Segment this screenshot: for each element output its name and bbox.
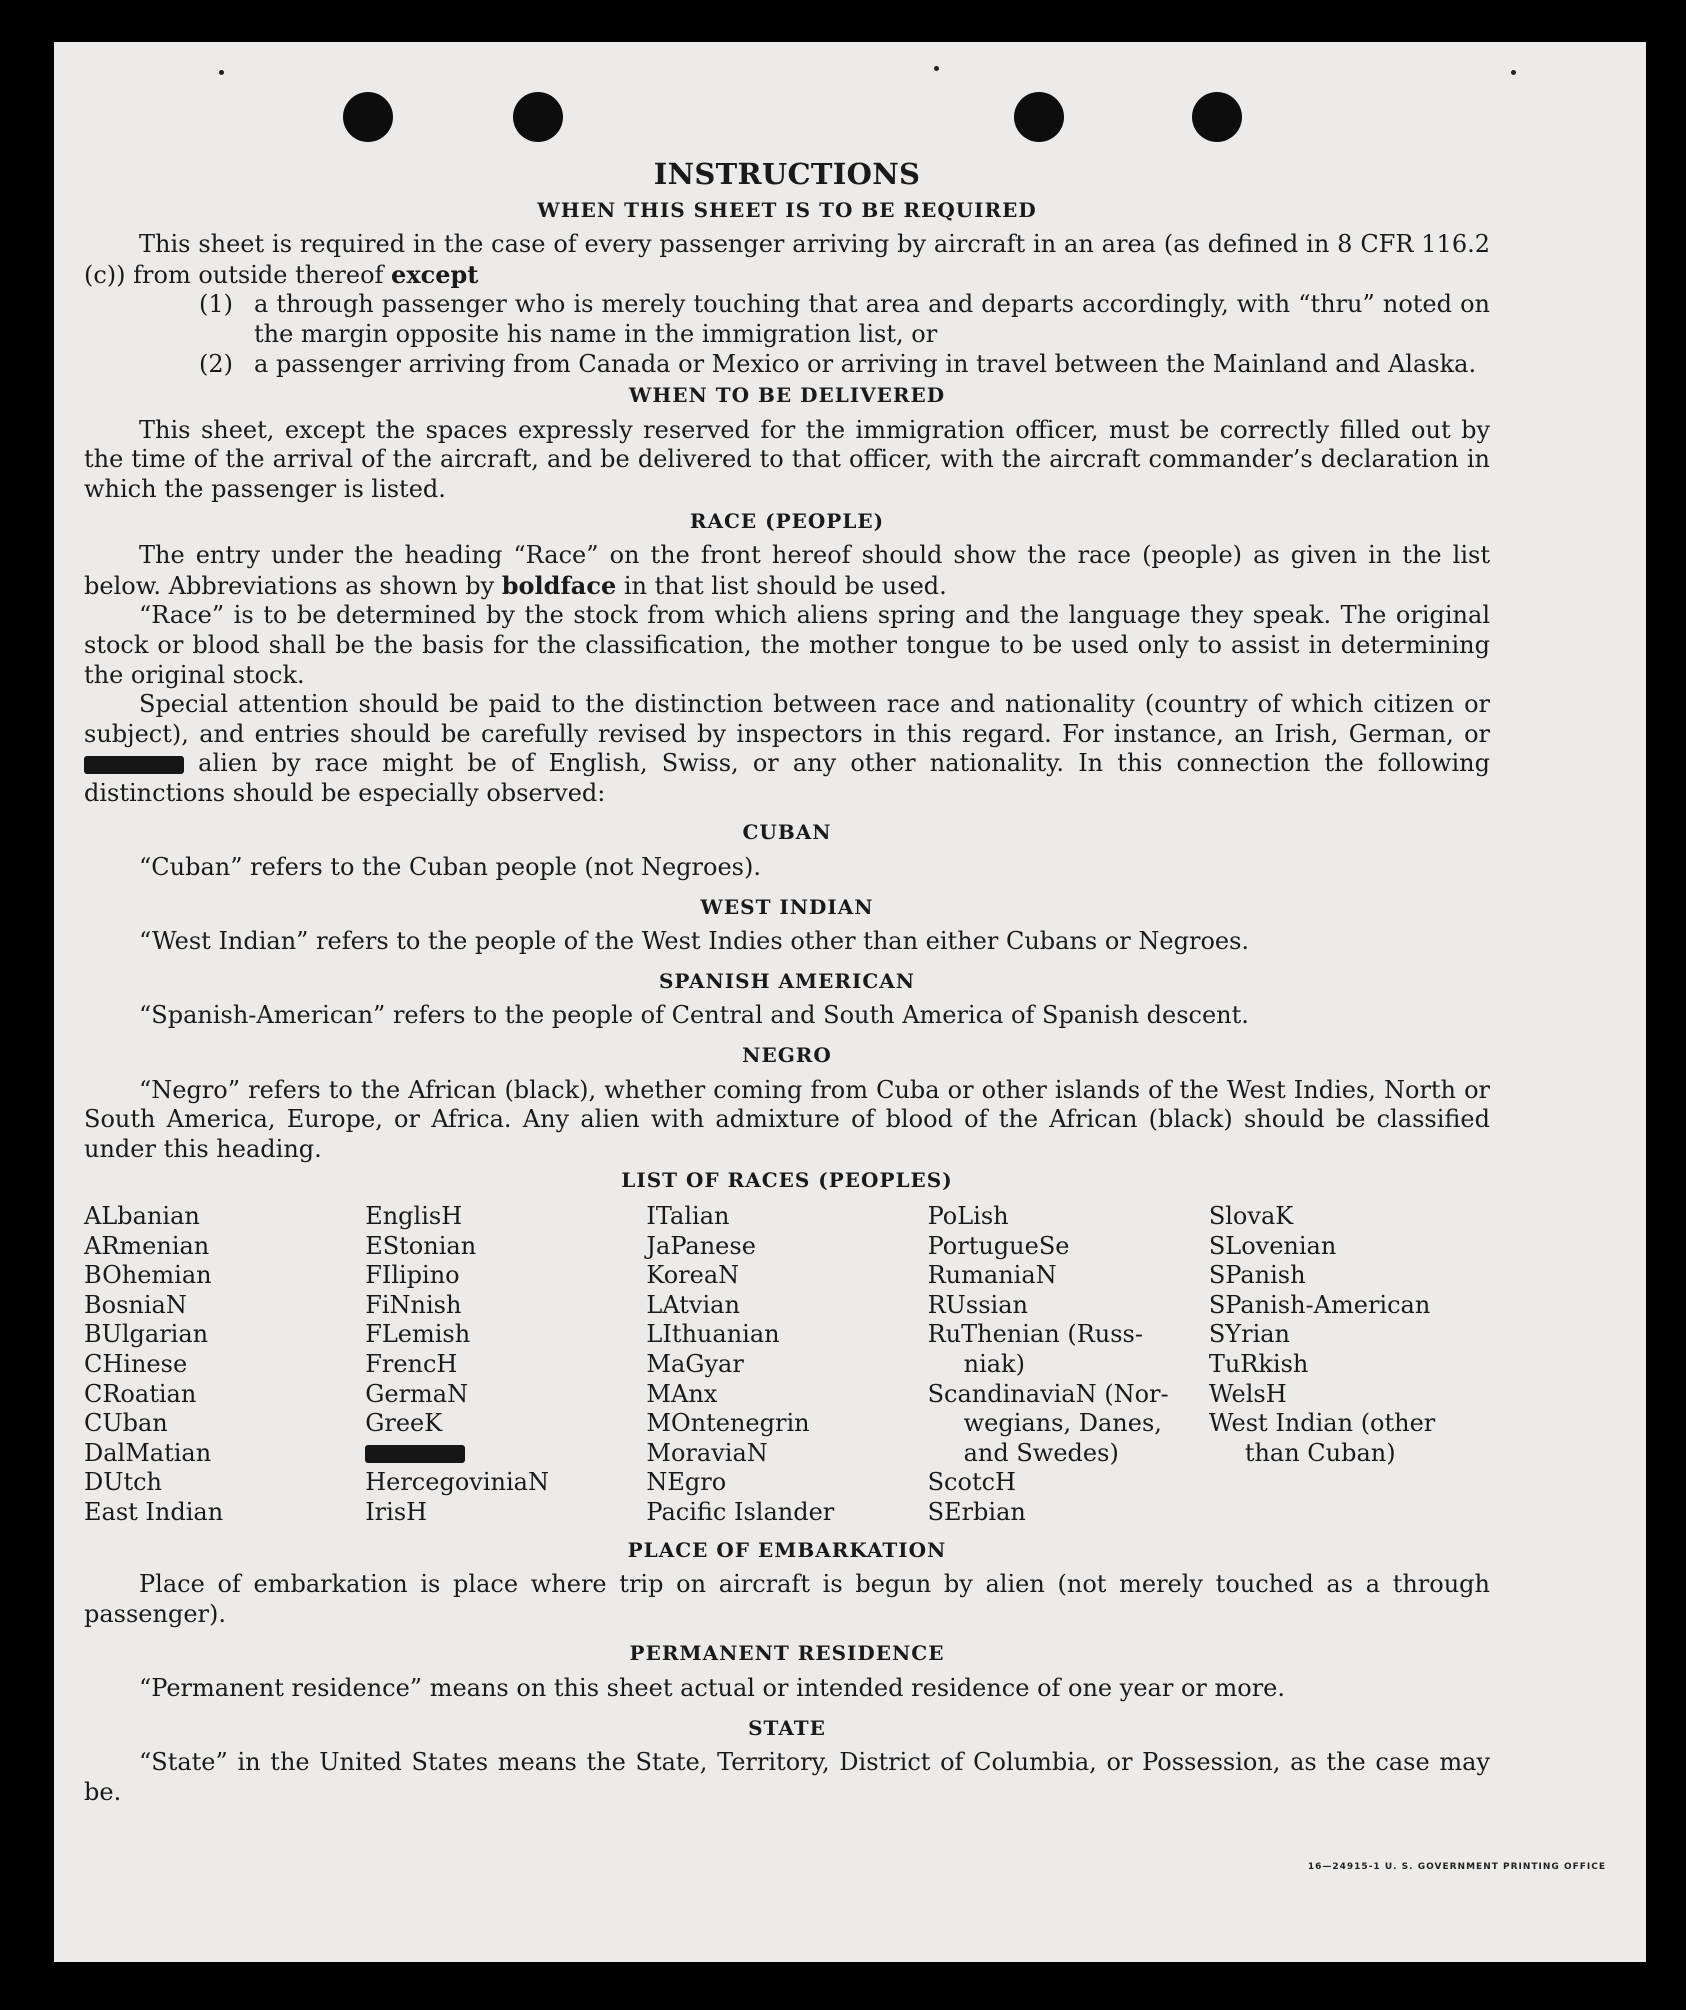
races-column-3 <box>646 1202 927 1528</box>
required-item-1: (1) a through passenger who is merely touching that area and departs accordingly, with “thru” noted on the margin opposite his name in the immigration list, or <box>199 290 1490 348</box>
races-column-2 <box>365 1202 646 1528</box>
race-item: West Indian (other <box>1208 1409 1436 1438</box>
residence-text: “Permanent residence” means on this sheet actual or intended residence of one year or more. <box>139 1673 1285 1702</box>
race-item: FIlipino <box>365 1261 460 1290</box>
race-item: LIthuanian <box>646 1320 780 1349</box>
race-item: GreeK <box>365 1409 443 1438</box>
race-item: DUtch <box>84 1468 163 1497</box>
race-item: FiNnish <box>365 1290 462 1319</box>
punch-hole <box>343 92 393 142</box>
race-item: FLemish <box>365 1320 471 1349</box>
speck <box>219 70 224 75</box>
race-item: IrisH <box>365 1497 428 1526</box>
race-item: SLovenian <box>1208 1231 1337 1260</box>
race-item: ScotcH <box>927 1468 1016 1497</box>
race-paragraph-3: Special attention should be paid to the distinction between race and nationality (country of which citizen or subject), and entries should be carefully revised by inspectors in this regard. For instance, an Irish, German, or alien by race might be of English, Swiss, or any other nationality. In this connection the following distinctions should be especially observed: <box>84 690 1490 807</box>
races-column-5 <box>1209 1202 1490 1528</box>
required-intro: This sheet is required in the case of every passenger arriving by aircraft in an area (as defined in 8 CFR 116.2 (c)) from outside thereof except <box>84 230 1490 289</box>
redaction-mark <box>365 1445 465 1463</box>
race-item: NEgro <box>646 1468 727 1497</box>
race-item: SErbian <box>927 1497 1026 1526</box>
heading-negro: NEGRO <box>742 1043 832 1068</box>
race-item: MaGyar <box>646 1349 744 1378</box>
heading-list-of-races: LIST OF RACES (PEOPLES) <box>621 1168 953 1193</box>
race-item: WelsH <box>1208 1379 1287 1408</box>
race-item: SPanish <box>1208 1261 1306 1290</box>
race-item: PortugueSe <box>927 1231 1070 1260</box>
race-item: than Cuban) <box>1244 1438 1396 1467</box>
race-item: SYrian <box>1208 1320 1291 1349</box>
race-item: ITalian <box>646 1202 730 1230</box>
document-body <box>84 157 1490 1807</box>
race-item: LAtvian <box>646 1290 740 1319</box>
race-item: wegians, Danes, <box>963 1409 1162 1438</box>
race-item-redacted <box>365 1439 646 1469</box>
punch-hole <box>513 92 563 142</box>
spanish-american-text: “Spanish-American” refers to the people of Central and South America of Spanish descent. <box>139 1001 1249 1030</box>
printing-office-code: 16—24915-1 U. S. GOVERNMENT PRINTING OFFICE <box>1307 1862 1606 1872</box>
races-column-4 <box>928 1202 1209 1528</box>
race-paragraph-2: “Race” is to be determined by the stock from which aliens spring and the language they speak. The original stock or blood shall be the basis for the classification, the mother tongue to be used only to assist in determining the original stock. <box>84 601 1490 689</box>
race-item: MoraviaN <box>646 1438 768 1467</box>
west-indian-text: “West Indian” refers to the people of the West Indies other than either Cubans or Negroes. <box>139 927 1250 956</box>
race-item: CRoatian <box>84 1379 197 1408</box>
page-title: INSTRUCTIONS <box>653 157 921 191</box>
race-item: MOntenegrin <box>646 1409 810 1438</box>
race-item: CUban <box>84 1409 168 1438</box>
race-item: SPanish-American <box>1208 1290 1431 1319</box>
cuban-text: “Cuban” refers to the Cuban people (not Negroes). <box>139 853 761 882</box>
race-item: GermaN <box>365 1379 469 1408</box>
race-item: TuRkish <box>1208 1349 1309 1378</box>
heading-delivered: WHEN TO BE DELIVERED <box>628 383 946 408</box>
race-item: MAnx <box>646 1379 718 1408</box>
race-item: PoLish <box>927 1202 1009 1230</box>
state-text: “State” in the United States means the State, Territory, District of Columbia, or Possession, as the case may be. <box>84 1748 1490 1806</box>
race-item: BosniaN <box>84 1290 187 1319</box>
race-item: FrencH <box>365 1349 458 1378</box>
heading-cuban: CUBAN <box>742 820 832 845</box>
races-list <box>84 1202 1490 1528</box>
heading-embarkation: PLACE OF EMBARKATION <box>627 1537 947 1562</box>
speck <box>934 66 939 71</box>
race-item: JaPanese <box>646 1231 756 1260</box>
race-item: BOhemian <box>84 1261 212 1290</box>
instruction-sheet <box>54 42 1646 1962</box>
race-item: ALbanian <box>84 1202 200 1230</box>
punch-hole <box>1192 92 1242 142</box>
heading-permanent-residence: PERMANENT RESIDENCE <box>629 1641 945 1666</box>
race-item: niak) <box>963 1349 1025 1378</box>
redaction-mark <box>84 756 184 774</box>
race-item: DalMatian <box>84 1438 212 1467</box>
race-item: RumaniaN <box>927 1261 1057 1290</box>
negro-text: “Negro” refers to the African (black), whether coming from Cuba or other islands of the West Indies, North or South America, Europe, or Africa. Any alien with admixture of blood of the African (black) should be classified under this heading. <box>84 1075 1490 1163</box>
speck <box>1511 70 1516 75</box>
race-paragraph-1: The entry under the heading “Race” on the front hereof should show the race (people) as given in the list below. Abbreviations as shown by boldface in that list should be used. <box>84 541 1490 600</box>
delivered-text: This sheet, except the spaces expressly reserved for the immigration officer, must be correctly filled out by the time of the arrival of the aircraft, and be delivered to that officer, with the aircraft commander’s declaration in which the passenger is listed. <box>84 415 1490 503</box>
race-item: ARmenian <box>84 1231 210 1260</box>
race-item: EnglisH <box>365 1202 463 1230</box>
punch-hole <box>1014 92 1064 142</box>
race-item: RuThenian (Russ- <box>927 1320 1143 1349</box>
heading-required: WHEN THIS SHEET IS TO BE REQUIRED <box>537 197 1037 222</box>
heading-state: STATE <box>748 1715 826 1740</box>
heading-race: RACE (PEOPLE) <box>689 508 885 533</box>
race-item: Pacific Islander <box>646 1497 835 1526</box>
race-item: HercegoviniaN <box>365 1468 549 1497</box>
race-item: ScandinaviaN (Nor- <box>927 1379 1169 1408</box>
required-item-2: (2) a passenger arriving from Canada or Mexico or arriving in travel between the Mainland and Alaska. <box>199 349 1477 378</box>
race-item: CHinese <box>84 1349 188 1378</box>
races-column-1 <box>84 1202 365 1528</box>
race-item: East Indian <box>84 1497 224 1526</box>
race-item: KoreaN <box>646 1261 740 1290</box>
embarkation-text: Place of embarkation is place where trip on aircraft is begun by alien (not merely touched as a through passenger). <box>84 1570 1490 1628</box>
race-item: SlovaK <box>1208 1202 1294 1230</box>
heading-west-indian: WEST INDIAN <box>700 894 874 919</box>
heading-spanish-american: SPANISH AMERICAN <box>658 968 916 993</box>
race-item: EStonian <box>365 1231 477 1260</box>
race-item: BUlgarian <box>84 1320 209 1349</box>
race-item: RUssian <box>927 1290 1028 1319</box>
race-item: and Swedes) <box>963 1438 1119 1467</box>
